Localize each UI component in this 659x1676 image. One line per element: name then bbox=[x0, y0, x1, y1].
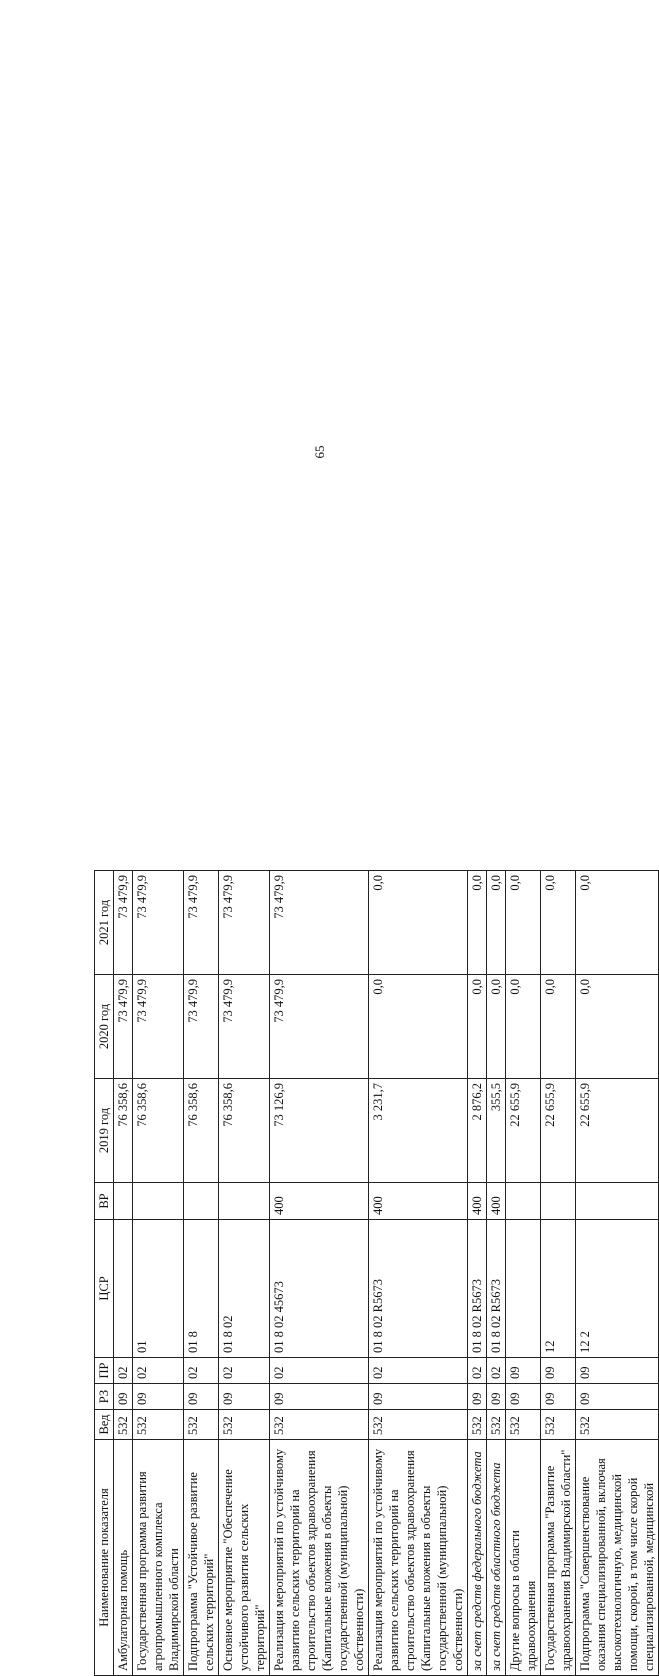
col-header-2020: 2020 год bbox=[95, 975, 114, 1079]
cell-name: Реализация мероприятий по устойчивому развитию сельских территорий на строительство объектов здравоохранения (Капитальные вложения в объекты государственной (муниципальной) собственности) bbox=[369, 1440, 468, 1676]
col-header-name: Наименование показателя bbox=[95, 1440, 114, 1676]
cell-2021: 73 479,9 bbox=[219, 871, 270, 975]
table-row bbox=[369, 871, 468, 1676]
cell-rz: 09 bbox=[576, 1384, 659, 1410]
cell-pr: 09 bbox=[541, 1358, 576, 1384]
cell-2020: 73 479,9 bbox=[270, 975, 369, 1079]
cell-2020: 0,0 bbox=[541, 975, 576, 1079]
cell-vr: 400 bbox=[468, 1183, 487, 1220]
cell-2021: 73 479,9 bbox=[270, 871, 369, 975]
table-row bbox=[133, 871, 184, 1676]
table-row bbox=[219, 871, 270, 1676]
cell-2019: 22 655,9 bbox=[506, 1079, 541, 1183]
cell-vr bbox=[541, 1183, 576, 1220]
cell-2019: 3 231,7 bbox=[369, 1079, 468, 1183]
cell-2019: 76 358,6 bbox=[133, 1079, 184, 1183]
cell-2020: 0,0 bbox=[506, 975, 541, 1079]
cell-pr: 09 bbox=[506, 1358, 541, 1384]
cell-csr: 01 bbox=[133, 1220, 184, 1358]
cell-ved: 532 bbox=[219, 1410, 270, 1440]
cell-name: за счет средств федерального бюджета bbox=[468, 1440, 487, 1676]
cell-vr: 400 bbox=[487, 1183, 506, 1220]
cell-rz: 09 bbox=[114, 1384, 133, 1410]
cell-2021: 0,0 bbox=[541, 871, 576, 975]
table-row bbox=[270, 871, 369, 1676]
cell-ved: 532 bbox=[576, 1410, 659, 1440]
cell-vr bbox=[114, 1183, 133, 1220]
cell-ved: 532 bbox=[184, 1410, 219, 1440]
cell-pr: 02 bbox=[114, 1358, 133, 1384]
cell-2019: 22 655,9 bbox=[576, 1079, 659, 1183]
header-row bbox=[95, 871, 114, 1676]
cell-2019: 76 358,6 bbox=[184, 1079, 219, 1183]
cell-csr: 01 8 02 R5673 bbox=[487, 1220, 506, 1358]
cell-pr: 02 bbox=[369, 1358, 468, 1384]
cell-name: Государственная программа "Развитие здравоохранения Владимирской области" bbox=[541, 1440, 576, 1676]
cell-name: Подпрограмма "Совершенствование оказания специализированной, включая высокотехнологичную, медицинской помощи, скорой, в том числе скорой специализированной, медицинской bbox=[576, 1440, 659, 1676]
rotated-table-container bbox=[94, 870, 656, 1676]
budget-table bbox=[94, 870, 659, 1676]
cell-rz: 09 bbox=[487, 1384, 506, 1410]
cell-ved: 532 bbox=[506, 1410, 541, 1440]
cell-pr: 02 bbox=[468, 1358, 487, 1384]
cell-pr: 02 bbox=[184, 1358, 219, 1384]
cell-name: Основное мероприятие "Обеспечение устойчивого развития сельских территорий" bbox=[219, 1440, 270, 1676]
cell-ved: 532 bbox=[133, 1410, 184, 1440]
cell-vr bbox=[576, 1183, 659, 1220]
cell-2021: 0,0 bbox=[576, 871, 659, 975]
cell-2019: 355,5 bbox=[487, 1079, 506, 1183]
cell-name: Амбулаторная помощь bbox=[114, 1440, 133, 1676]
table-body bbox=[114, 871, 659, 1676]
cell-2021: 73 479,9 bbox=[114, 871, 133, 975]
col-header-rz: РЗ bbox=[95, 1384, 114, 1410]
table-row bbox=[184, 871, 219, 1676]
cell-vr bbox=[219, 1183, 270, 1220]
cell-rz: 09 bbox=[219, 1384, 270, 1410]
cell-2020: 73 479,9 bbox=[133, 975, 184, 1079]
cell-vr bbox=[184, 1183, 219, 1220]
cell-2021: 73 479,9 bbox=[133, 871, 184, 975]
cell-2021: 0,0 bbox=[369, 871, 468, 975]
cell-2019: 76 358,6 bbox=[114, 1079, 133, 1183]
table-row bbox=[114, 871, 133, 1676]
cell-pr: 02 bbox=[487, 1358, 506, 1384]
cell-name: Государственная программа развития агропромышленного комплекса Владимирской области bbox=[133, 1440, 184, 1676]
cell-2020: 73 479,9 bbox=[219, 975, 270, 1079]
cell-csr: 12 bbox=[541, 1220, 576, 1358]
cell-csr: 01 8 02 R5673 bbox=[468, 1220, 487, 1358]
cell-rz: 09 bbox=[369, 1384, 468, 1410]
cell-ved: 532 bbox=[487, 1410, 506, 1440]
table-row bbox=[468, 871, 487, 1676]
cell-2019: 76 358,6 bbox=[219, 1079, 270, 1183]
cell-pr: 02 bbox=[270, 1358, 369, 1384]
cell-csr: 01 8 02 R5673 bbox=[369, 1220, 468, 1358]
cell-ved: 532 bbox=[114, 1410, 133, 1440]
cell-ved: 532 bbox=[369, 1410, 468, 1440]
cell-2021: 0,0 bbox=[468, 871, 487, 975]
cell-csr bbox=[114, 1220, 133, 1358]
cell-name: Другие вопросы в области здравоохранения bbox=[506, 1440, 541, 1676]
col-header-csr: ЦСР bbox=[95, 1220, 114, 1358]
col-header-ved: Вед bbox=[95, 1410, 114, 1440]
cell-vr bbox=[506, 1183, 541, 1220]
cell-pr: 02 bbox=[219, 1358, 270, 1384]
cell-rz: 09 bbox=[270, 1384, 369, 1410]
cell-name: за счет средств областного бюджета bbox=[487, 1440, 506, 1676]
page-number: 65 bbox=[312, 445, 327, 459]
cell-vr: 400 bbox=[270, 1183, 369, 1220]
cell-rz: 09 bbox=[133, 1384, 184, 1410]
cell-2020: 0,0 bbox=[369, 975, 468, 1079]
cell-vr bbox=[133, 1183, 184, 1220]
cell-2020: 73 479,9 bbox=[184, 975, 219, 1079]
cell-rz: 09 bbox=[541, 1384, 576, 1410]
cell-2021: 0,0 bbox=[487, 871, 506, 975]
cell-ved: 532 bbox=[468, 1410, 487, 1440]
cell-2021: 0,0 bbox=[506, 871, 541, 975]
col-header-vr: ВР bbox=[95, 1183, 114, 1220]
cell-2019: 2 876,2 bbox=[468, 1079, 487, 1183]
cell-csr: 01 8 02 bbox=[219, 1220, 270, 1358]
cell-name: Реализация мероприятий по устойчивому развитию сельских территорий на строительство объектов здравоохранения (Капитальные вложения в объекты государственной (муниципальной) собственности) bbox=[270, 1440, 369, 1676]
cell-rz: 09 bbox=[468, 1384, 487, 1410]
col-header-pr: ПР bbox=[95, 1358, 114, 1384]
cell-csr: 01 8 02 45673 bbox=[270, 1220, 369, 1358]
cell-pr: 02 bbox=[133, 1358, 184, 1384]
cell-2020: 0,0 bbox=[468, 975, 487, 1079]
cell-csr bbox=[506, 1220, 541, 1358]
table-row bbox=[541, 871, 576, 1676]
table-row bbox=[487, 871, 506, 1676]
col-header-2019: 2019 год bbox=[95, 1079, 114, 1183]
cell-2019: 73 126,9 bbox=[270, 1079, 369, 1183]
cell-2021: 73 479,9 bbox=[184, 871, 219, 975]
cell-rz: 09 bbox=[184, 1384, 219, 1410]
cell-2020: 0,0 bbox=[487, 975, 506, 1079]
cell-ved: 532 bbox=[541, 1410, 576, 1440]
cell-2019: 22 655,9 bbox=[541, 1079, 576, 1183]
table-row bbox=[506, 871, 541, 1676]
cell-pr: 09 bbox=[576, 1358, 659, 1384]
cell-csr: 01 8 bbox=[184, 1220, 219, 1358]
cell-2020: 0,0 bbox=[576, 975, 659, 1079]
cell-name: Подпрограмма "Устойчивое развитие сельских территорий" bbox=[184, 1440, 219, 1676]
col-header-2021: 2021 год bbox=[95, 871, 114, 975]
cell-csr: 12 2 bbox=[576, 1220, 659, 1358]
cell-ved: 532 bbox=[270, 1410, 369, 1440]
cell-2020: 73 479,9 bbox=[114, 975, 133, 1079]
cell-vr: 400 bbox=[369, 1183, 468, 1220]
table-row bbox=[576, 871, 659, 1676]
cell-rz: 09 bbox=[506, 1384, 541, 1410]
